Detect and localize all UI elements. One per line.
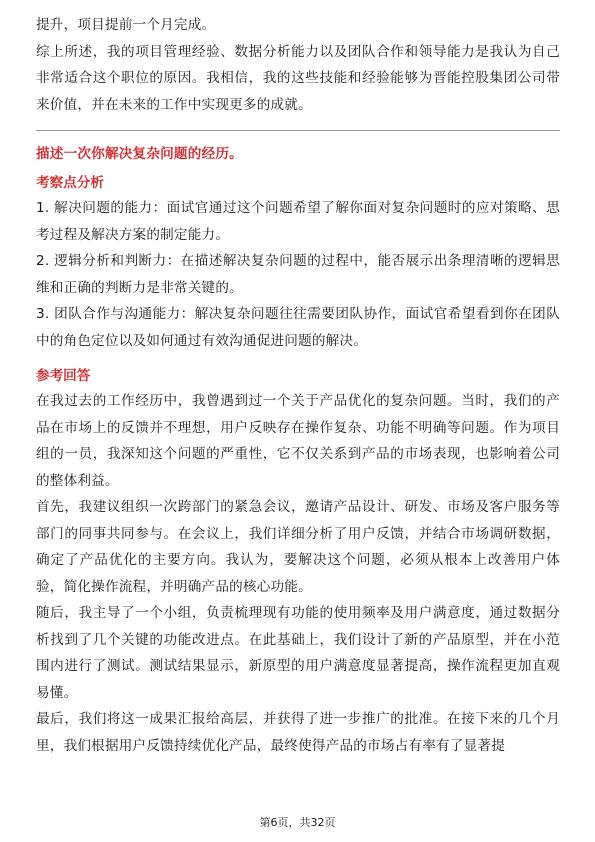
question-heading: 描述一次你解决复杂问题的经历。 [36, 146, 243, 162]
analysis-point-3: 3. 团队合作与沟通能力：解决复杂问题往往需要团队协作，面试官希望看到你在团队中的角色定位以及如何通过有效沟通促进问题的解决。 [36, 306, 560, 349]
page-number: 第6页，共32页 [259, 816, 336, 829]
answer-title: 参考回答 [36, 368, 91, 384]
answer-paragraph-3: 随后，我主导了一个小组，负责梳理现有功能的使用频率及用户满意度，通过数据分析找到了几个关键的功能改进点。在此基础上，我们设计了新的产品原型，并在小范围内进行了测试。测试结果显示，新原型的用户满意度显著提高，操作流程更加直观易懂。 [36, 605, 560, 701]
document-page [36, 12, 560, 759]
answer-paragraph-1: 在我过去的工作经历中，我曾遇到过一个关于产品优化的复杂问题。当时，我们的产品在市场上的反馈并不理想，用户反映存在操作复杂、功能不明确等问题。作为项目组的一员，我深知这个问题的严重性，它不仅关系到产品的市场表现，也影响着公司的整体利益。 [36, 393, 560, 489]
intro-paragraph-1: 提升，项目提前一个月完成。 [36, 17, 216, 33]
analysis-point-1: 1. 解决问题的能力：面试官通过这个问题希望了解你面对复杂问题时的应对策略、思考过程及解决方案的制定能力。 [36, 200, 560, 243]
section-divider [36, 130, 560, 131]
answer-paragraph-2: 首先，我建议组织一次跨部门的紧急会议，邀请产品设计、研发、市场及客户服务等部门的同事共同参与。在会议上，我们详细分析了用户反馈，并结合市场调研数据，确定了产品优化的主要方向。我认为，要解决这个问题，必须从根本上改善用户体验，简化操作流程，并明确产品的核心功能。 [36, 499, 560, 595]
analysis-point-2: 2. 逻辑分析和判断力：在描述解决复杂问题的过程中，能否展示出条理清晰的逻辑思维和正确的判断力是非常关键的。 [36, 253, 560, 296]
analysis-title: 考察点分析 [36, 175, 104, 191]
intro-paragraph-2: 综上所述，我的项目管理经验、数据分析能力以及团队合作和领导能力是我认为自己非常适合这个职位的原因。我相信，我的这些技能和经验能够为晋能控股集团公司带来价值，并在未来的工作中实现更多的成就。 [36, 43, 560, 113]
answer-paragraph-4: 最后，我们将这一成果汇报给高层，并获得了进一步推广的批准。在接下来的几个月里，我们根据用户反馈持续优化产品，最终使得产品的市场占有率有了显著提 [36, 711, 560, 754]
